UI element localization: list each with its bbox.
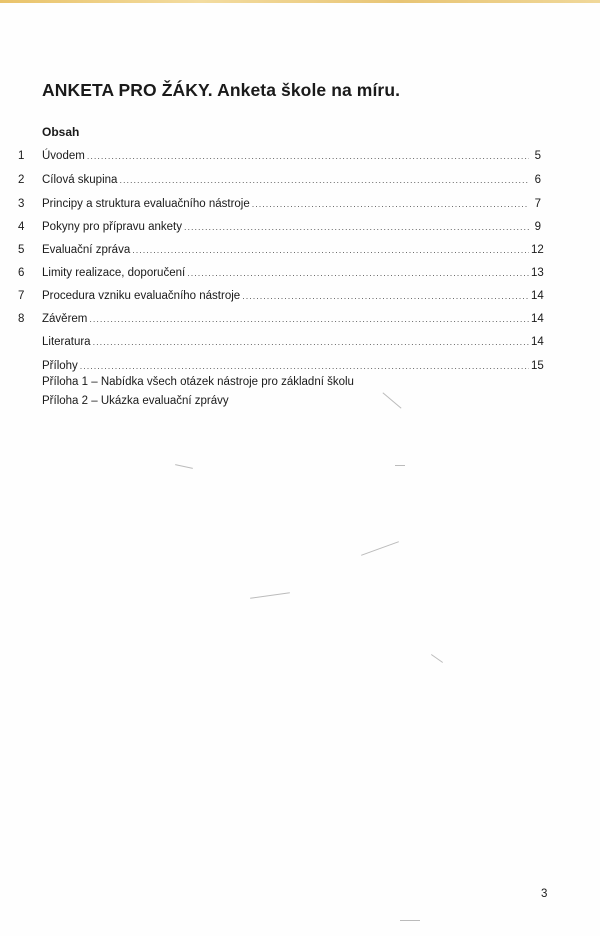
toc-entry	[42, 242, 544, 258]
toc-label: Přílohy	[42, 360, 78, 372]
toc-label: Pokyny pro přípravu ankety	[42, 221, 182, 233]
toc-label: Závěrem	[42, 313, 88, 325]
contents-heading: Obsah	[42, 125, 80, 139]
toc-label: Literatura	[42, 336, 91, 348]
toc-leader-dots	[119, 172, 529, 188]
toc-entry	[42, 311, 544, 327]
toc-leader-dots	[89, 311, 529, 327]
appendix-item: Příloha 2 – Ukázka evaluační zprávy	[42, 395, 229, 407]
toc-leader-dots	[87, 148, 529, 164]
toc-label: Úvodem	[42, 150, 85, 162]
toc-row	[0, 358, 600, 374]
toc-page: 5	[534, 150, 541, 162]
toc-number: 7	[18, 290, 25, 302]
toc-entry	[42, 288, 544, 304]
toc-row	[0, 219, 600, 235]
toc-number: 4	[18, 221, 25, 233]
scan-speck	[175, 464, 193, 469]
toc-label: Evaluační zpráva	[42, 244, 131, 256]
toc-number: 5	[18, 244, 25, 256]
toc-page: 7	[534, 198, 541, 210]
toc-label: Limity realizace, doporučení	[42, 267, 186, 279]
toc-row	[0, 172, 600, 188]
toc-row	[0, 288, 600, 304]
toc-number: 6	[18, 267, 25, 279]
toc-page: 14	[531, 313, 544, 325]
toc-label: Principy a struktura evaluačního nástroje	[42, 198, 250, 210]
toc-page: 6	[534, 174, 541, 186]
toc-entry	[42, 172, 541, 188]
scan-speck	[400, 920, 420, 921]
scan-speck	[382, 392, 401, 408]
toc-entry	[42, 196, 541, 212]
toc-row	[0, 148, 600, 164]
toc-page: 13	[531, 267, 544, 279]
toc-number: 8	[18, 313, 25, 325]
scan-speck	[395, 465, 405, 466]
document-title: ANKETA PRO ŽÁKY. Anketa škole na míru.	[42, 80, 401, 100]
scan-speck	[361, 541, 399, 556]
toc-page: 12	[531, 244, 544, 256]
toc-number: 2	[18, 174, 25, 186]
toc-leader-dots	[80, 358, 529, 374]
toc-row	[0, 265, 600, 281]
toc-entry	[42, 219, 541, 235]
toc-leader-dots	[93, 334, 529, 350]
appendix-item: Příloha 1 – Nabídka všech otázek nástroje pro základní školu	[42, 376, 354, 388]
toc-row	[0, 334, 600, 350]
toc-row	[0, 242, 600, 258]
toc-leader-dots	[252, 196, 529, 212]
toc-page: 14	[531, 290, 544, 302]
toc-leader-dots	[132, 242, 529, 258]
toc-page: 14	[531, 336, 544, 348]
toc-page: 15	[531, 360, 544, 372]
toc-entry	[42, 358, 544, 374]
toc-row	[0, 196, 600, 212]
scan-speck	[431, 654, 443, 663]
toc-page: 9	[534, 221, 541, 233]
toc-number: 3	[18, 198, 25, 210]
toc-label: Cílová skupina	[42, 174, 118, 186]
scan-speck	[250, 592, 290, 599]
toc-leader-dots	[242, 288, 529, 304]
page-top-edge	[0, 0, 600, 3]
toc-leader-dots	[184, 219, 529, 235]
page-number: 3	[541, 888, 548, 900]
toc-entry	[42, 148, 541, 164]
toc-entry	[42, 334, 544, 350]
toc-leader-dots	[187, 265, 529, 281]
toc-row	[0, 311, 600, 327]
toc-label: Procedura vzniku evaluačního nástroje	[42, 290, 241, 302]
toc-entry	[42, 265, 544, 281]
toc-number: 1	[18, 150, 25, 162]
